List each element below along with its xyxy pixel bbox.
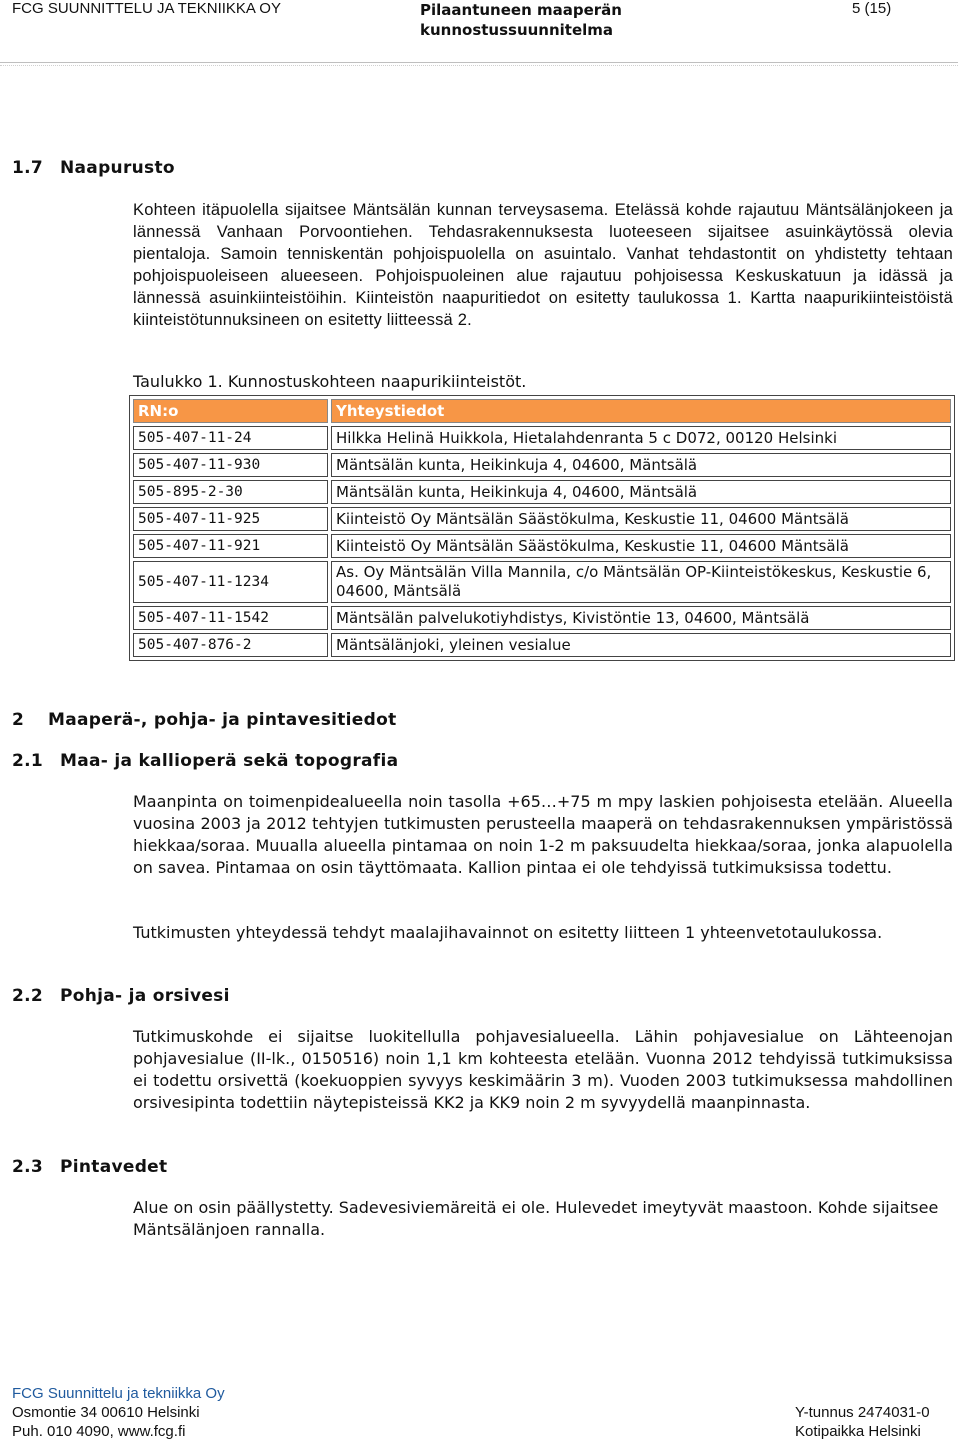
footer-address: Osmontie 34 00610 Helsinki xyxy=(12,1404,200,1421)
section-number: 2.2 xyxy=(12,986,44,1006)
table-caption: Taulukko 1. Kunnostuskohteen naapurikiinteistöt. xyxy=(133,372,527,391)
section-heading-2 xyxy=(12,710,397,730)
section-heading-2-2 xyxy=(12,986,230,1006)
table-row xyxy=(133,561,951,603)
header-doc-title-line1: Pilaantuneen maaperän xyxy=(420,1,622,19)
section-heading-2-1 xyxy=(12,751,398,771)
table-cell-contact: As. Oy Mäntsälän Villa Mannila, c/o Mäntsälän OP-Kiinteistökeskus, Keskustie 6, 04600, Mäntsälä xyxy=(331,561,951,603)
table-row xyxy=(133,480,951,504)
section-heading-1-7 xyxy=(12,158,175,178)
section-number: 1.7 xyxy=(12,158,44,178)
table-row xyxy=(133,507,951,531)
paragraph-pintavedet: Alue on osin päällystetty. Sadevesiviemäreitä ei ole. Hulevedet imeytyvät maastoon. Kohde sijaitsee Mäntsälänjoen rannalla. xyxy=(133,1198,939,1239)
table-cell-rn: 505-407-11-930 xyxy=(133,453,328,477)
table-cell-contact: Mäntsälänjoki, yleinen vesialue xyxy=(331,633,951,657)
table-cell-rn: 505-407-11-925 xyxy=(133,507,328,531)
table-cell-rn: 505-407-11-921 xyxy=(133,534,328,558)
footer-company: FCG Suunnittelu ja tekniikka Oy xyxy=(12,1385,225,1402)
table-cell-contact: Hilkka Helinä Huikkola, Hietalahdenranta 5 c D072, 00120 Helsinki xyxy=(331,426,951,450)
footer-left xyxy=(12,1384,225,1441)
table-cell-rn: 505-407-11-24 xyxy=(133,426,328,450)
table-cell-rn: 505-407-876-2 xyxy=(133,633,328,657)
table-header-row xyxy=(133,399,951,423)
footer-right xyxy=(795,1403,930,1441)
table-row xyxy=(133,426,951,450)
table-cell-rn: 505-407-11-1542 xyxy=(133,606,328,630)
section-heading-2-3 xyxy=(12,1157,167,1177)
section-number: 2.3 xyxy=(12,1157,44,1177)
table-row xyxy=(133,453,951,477)
table-cell-rn: 505-895-2-30 xyxy=(133,480,328,504)
section-number: 2.1 xyxy=(12,751,44,771)
header-divider-dotted xyxy=(0,65,958,66)
paragraph-pohjavesi: Tutkimuskohde ei sijaitse luokitellulla pohjavesialueella. Lähin pohjavesialue on Lähteenojan pohjavesialue (II-lk., 0150516) noin 1,1 km kohteesta etelään. Vuonna 2012 tehdyissä tutkimuksissa ei todettu orsivettä (koekuoppien syvyys keskimäärin 3 m). Vuoden 2003 tutkimuksessa mahdollinen orsivesipinta todettiin näytepisteissä KK2 ja KK9 noin 2 m syvyydellä maanpinnasta. xyxy=(133,1027,953,1112)
paragraph-naapurusto: Kohteen itäpuolella sijaitsee Mäntsälän kunnan terveysasema. Etelässä kohde rajautuu Mäntsälänjokeen ja lännessä Vanhaan Porvoontiehen. Tehdasrakennuksesta luoteeseen sijaitsee asuinkäytössä olevia pientaloja. Samoin tenniskentän pohjoispuolella on asuintalo. Vanhat tehdastontit on yhdistetty tehtaan pohjoispuoleiseen alueeseen. Pohjoispuoleinen alue rajautuu pohjoisessa Keskuskatuun ja idässä ja lännessä asuinkiinteistöihin. Kiinteistön naapuritiedot on esitetty taulukossa 1. Kartta naapurikiinteistöistä kiinteistötunnuksineen on esitetty liitteessä 2. xyxy=(133,201,953,329)
table-row xyxy=(133,534,951,558)
header-doc-title xyxy=(420,0,660,40)
section-title: Maa- ja kallioperä sekä topografia xyxy=(60,751,399,771)
neighbour-table xyxy=(129,395,955,661)
section-title: Naapurusto xyxy=(60,158,175,178)
section-title: Pohja- ja orsivesi xyxy=(60,986,230,1006)
footer-contact: Puh. 010 4090, www.fcg.fi xyxy=(12,1423,186,1440)
table-cell-contact: Kiinteistö Oy Mäntsälän Säästökulma, Keskustie 11, 04600 Mäntsälä xyxy=(331,507,951,531)
table-row xyxy=(133,606,951,630)
table-cell-contact: Mäntsälän palvelukotiyhdistys, Kivistöntie 13, 04600, Mäntsälä xyxy=(331,606,951,630)
header-company: FCG SUUNNITTELU JA TEKNIIKKA OY xyxy=(12,0,281,17)
table-header-contact: Yhteystiedot xyxy=(331,399,951,423)
section-number: 2 xyxy=(12,710,25,730)
table-cell-contact: Kiinteistö Oy Mäntsälän Säästökulma, Keskustie 11, 04600 Mäntsälä xyxy=(331,534,951,558)
section-title: Maaperä-, pohja- ja pintavesitiedot xyxy=(48,710,397,730)
table-header-rn: RN:o xyxy=(133,399,328,423)
footer-domicile: Kotipaikka Helsinki xyxy=(795,1423,921,1440)
header-divider xyxy=(0,62,958,63)
header-page-number: 5 (15) xyxy=(852,0,892,17)
header-doc-title-line2: kunnostussuunnitelma xyxy=(420,21,614,39)
section-title: Pintavedet xyxy=(60,1157,168,1177)
table-cell-rn: 505-407-11-1234 xyxy=(133,561,328,603)
paragraph-maalajihavainnot: Tutkimusten yhteydessä tehdyt maalajihavainnot on esitetty liitteen 1 yhteenvetotaulukossa. xyxy=(133,923,883,942)
table-row xyxy=(133,633,951,657)
footer-business-id: Y-tunnus 2474031-0 xyxy=(795,1404,930,1421)
table-cell-contact: Mäntsälän kunta, Heikinkuja 4, 04600, Mäntsälä xyxy=(331,453,951,477)
paragraph-maaperä: Maanpinta on toimenpidealueella noin tasolla +65…+75 m mpy laskien pohjoisesta etelään. Alueella vuosina 2003 ja 2012 tehtyjen tutkimusten perusteella maaperä on tehdasrakennuksen ympäristössä hiekkaa/soraa. Muualla alueella pintamaa on noin 1-2 m paksuudelta hiekkaa/soraa, jonka alapuolella on savea. Pintamaa on osin täyttömaata. Kallion pintaa ei ole tehdyissä tutkimuksissa todettu. xyxy=(133,792,953,877)
table-cell-contact: Mäntsälän kunta, Heikinkuja 4, 04600, Mäntsälä xyxy=(331,480,951,504)
